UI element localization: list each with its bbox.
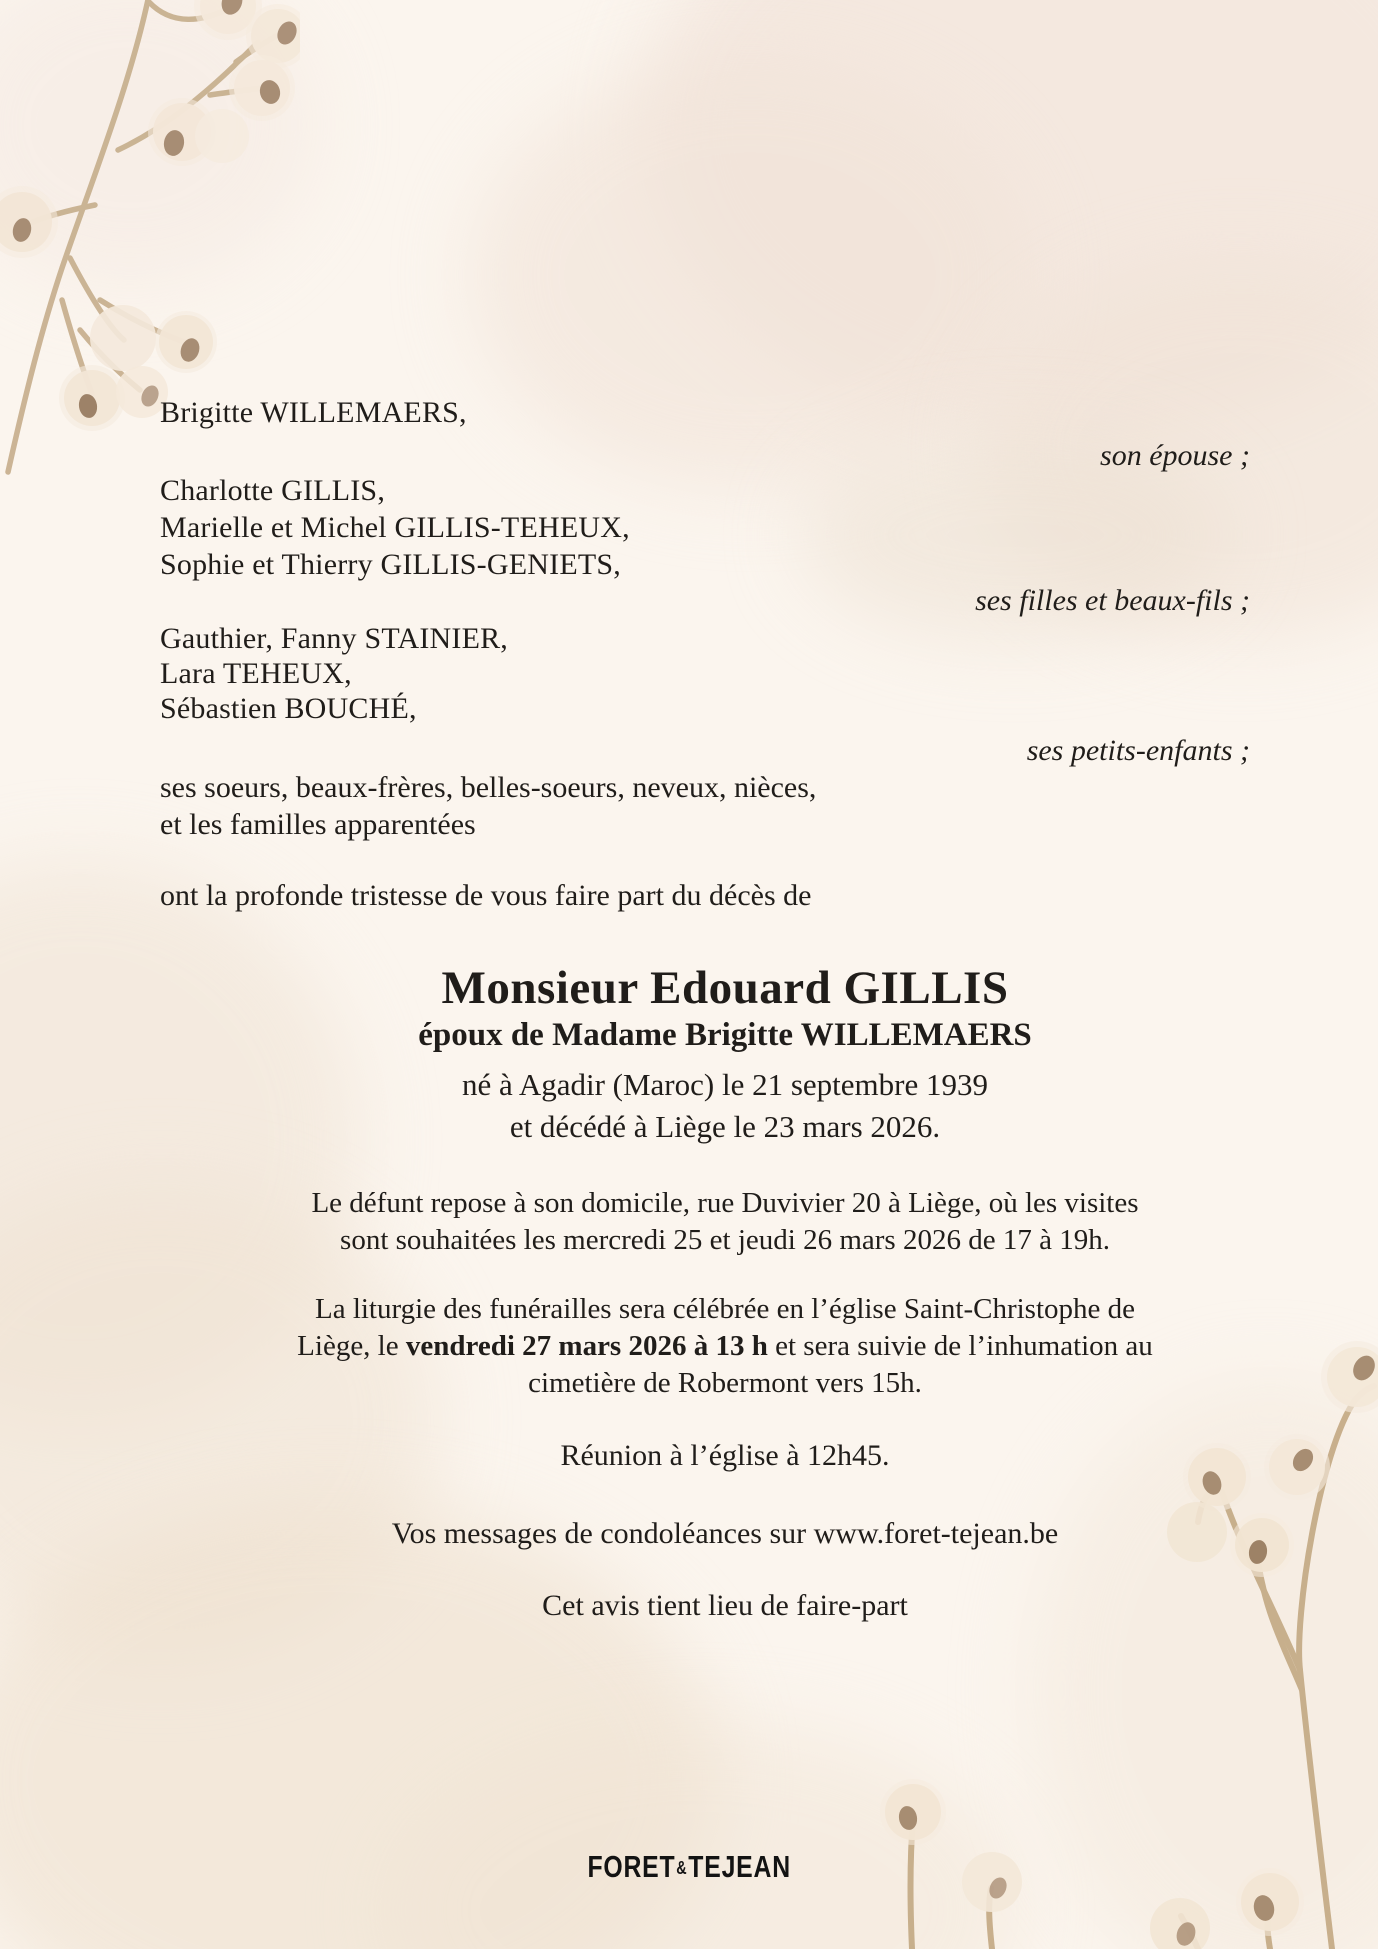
announcement-intro: ont la profonde tristesse de vous faire part du décès de [160,879,812,912]
death-line: et décédé à Liège le 23 mars 2026. [509,1109,941,1144]
logo-text-tejean: TEJEAN [688,1849,791,1884]
liturgy-paragraph [90,1291,1360,1402]
family-name-line: Sophie et Thierry GILLIS-GENIETS, [160,548,621,581]
branch-flowers [0,0,300,431]
family-name-line: et les familles apparentées [160,808,476,841]
liturgy-bold-datetime: vendredi 27 mars 2026 à 13 h [405,1330,768,1362]
watercolor-wash-top-center [470,60,1030,490]
deceased-dates [90,1064,1360,1148]
funeral-home-logo [0,1849,1378,1885]
condolences-line: Vos messages de condoléances sur www.foret-tejean.be [391,1517,1059,1550]
relation-label-daughters: ses filles et beaux-fils ; [975,584,1250,617]
liturgy-line: cimetière de Robermont vers 15h. [528,1367,922,1399]
family-name-line: Sébastien BOUCHÉ, [160,692,417,725]
liturgy-line: Liège, le vendredi 27 mars 2026 à 13 h et sera suivie de l’inhumation au [297,1330,1153,1362]
logo-ampersand: & [676,1858,688,1878]
notice-line: Cet avis tient lieu de faire-part [542,1589,908,1622]
repose-line: Le défunt repose à son domicile, rue Duvivier 20 à Liège, où les visites [311,1187,1139,1219]
family-name-line: Lara TEHEUX, [160,657,352,690]
family-group-wife [160,394,467,431]
family-name-line: ses soeurs, beaux-frères, belles-soeurs, neveux, nièces, [160,771,817,804]
birth-line: né à Agadir (Maroc) le 21 septembre 1939 [462,1067,988,1102]
reunion-line: Réunion à l’église à 12h45. [560,1439,890,1472]
family-group-grandchildren [160,621,508,726]
family-name-line: Charlotte GILLIS, [160,474,386,507]
family-name-line: Marielle et Michel GILLIS-TEHEUX, [160,511,630,544]
family-name-line: Brigitte WILLEMAERS, [160,396,467,429]
family-name-line: Gauthier, Fanny STAINIER, [160,622,509,655]
repose-line: sont souhaitées les mercredi 25 et jeudi 26 mars 2026 de 17 à 19h. [340,1224,1110,1256]
relation-label-wife: son épouse ; [1100,439,1250,472]
liturgy-line: La liturgie des funérailles sera célébrée en l’église Saint-Christophe de [314,1293,1135,1325]
deceased-name: Monsieur Edouard GILLIS [441,962,1009,1014]
family-group-relatives [160,769,816,843]
logo-text-foret: FORET [587,1849,676,1884]
relation-label-grandchildren: ses petits-enfants ; [1026,734,1250,767]
deceased-spouse-line: époux de Madame Brigitte WILLEMAERS [418,1017,1032,1053]
repose-paragraph [90,1185,1360,1259]
family-group-daughters [160,472,630,583]
